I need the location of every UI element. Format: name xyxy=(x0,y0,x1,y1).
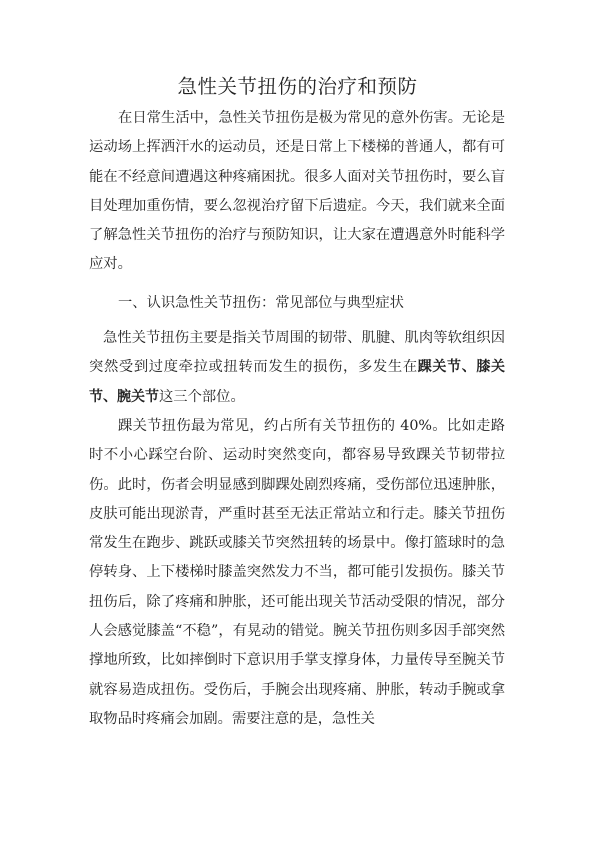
section-heading: 一、认识急性关节扭伤：常见部位与典型症状 xyxy=(118,295,404,311)
definition-text-end: 这三个部位。 xyxy=(159,388,245,405)
symptoms-paragraph: 踝关节扭伤最为常见，约占所有关节扭伤的 40%。比如走路时不小心踩空台阶、运动时突然变向，都容易导致踝关节韧带拉伤。此时，伤者会明显感到脚踝处剧烈疼痛，受伤部位迅速肿胀，皮肤可能出现淤青，严重时甚至无法正常站立和行走。膝关节扭伤常发生在跑步、跳跃或膝关节突然扭转的场景中。像打篮球时的急停转身、上下楼梯时膝盖突然发力不当，都可能引发损伤。膝关节扭伤后，除了疼痛和肿胀，还可能出现关节活动受限的情况，部分人会感觉膝盖“不稳”，有晃动的错觉。腕关节扭伤则多因手部突然撑地所致，比如摔倒时下意识用手掌支撑身体，力量传导至腕关节就容易造成扭伤。受伤后，手腕会出现疼痛、肿胀，转动手腕或拿取物品时疼痛会加剧。需要注意的是，急性关 xyxy=(89,418,505,727)
document-title: 急性关节扭伤的治疗和预防 xyxy=(177,75,418,98)
definition-text: 急性关节扭伤主要是指关节周围的韧带、肌腱、肌肉等软组织因突然受到过度牵拉或扭转而发生的损伤，多发生在 xyxy=(89,330,505,376)
definition-paragraph xyxy=(89,324,505,412)
joint-list-highlight: 踝关节、膝关节、腕关节 xyxy=(89,359,506,405)
intro-paragraph: 在日常生活中，急性关节扭伤是极为常见的意外伤害。无论是运动场上挥洒汗水的运动员，还是日常上下楼梯的普通人，都有可能在不经意间遭遇这种疼痛困扰。很多人面对关节扭伤时，要么盲目处理加重伤情，要么忽视治疗留下后遗症。今天，我们就来全面了解急性关节扭伤的治疗与预防知识，让大家在遭遇意外时能科学应对。 xyxy=(89,110,505,273)
